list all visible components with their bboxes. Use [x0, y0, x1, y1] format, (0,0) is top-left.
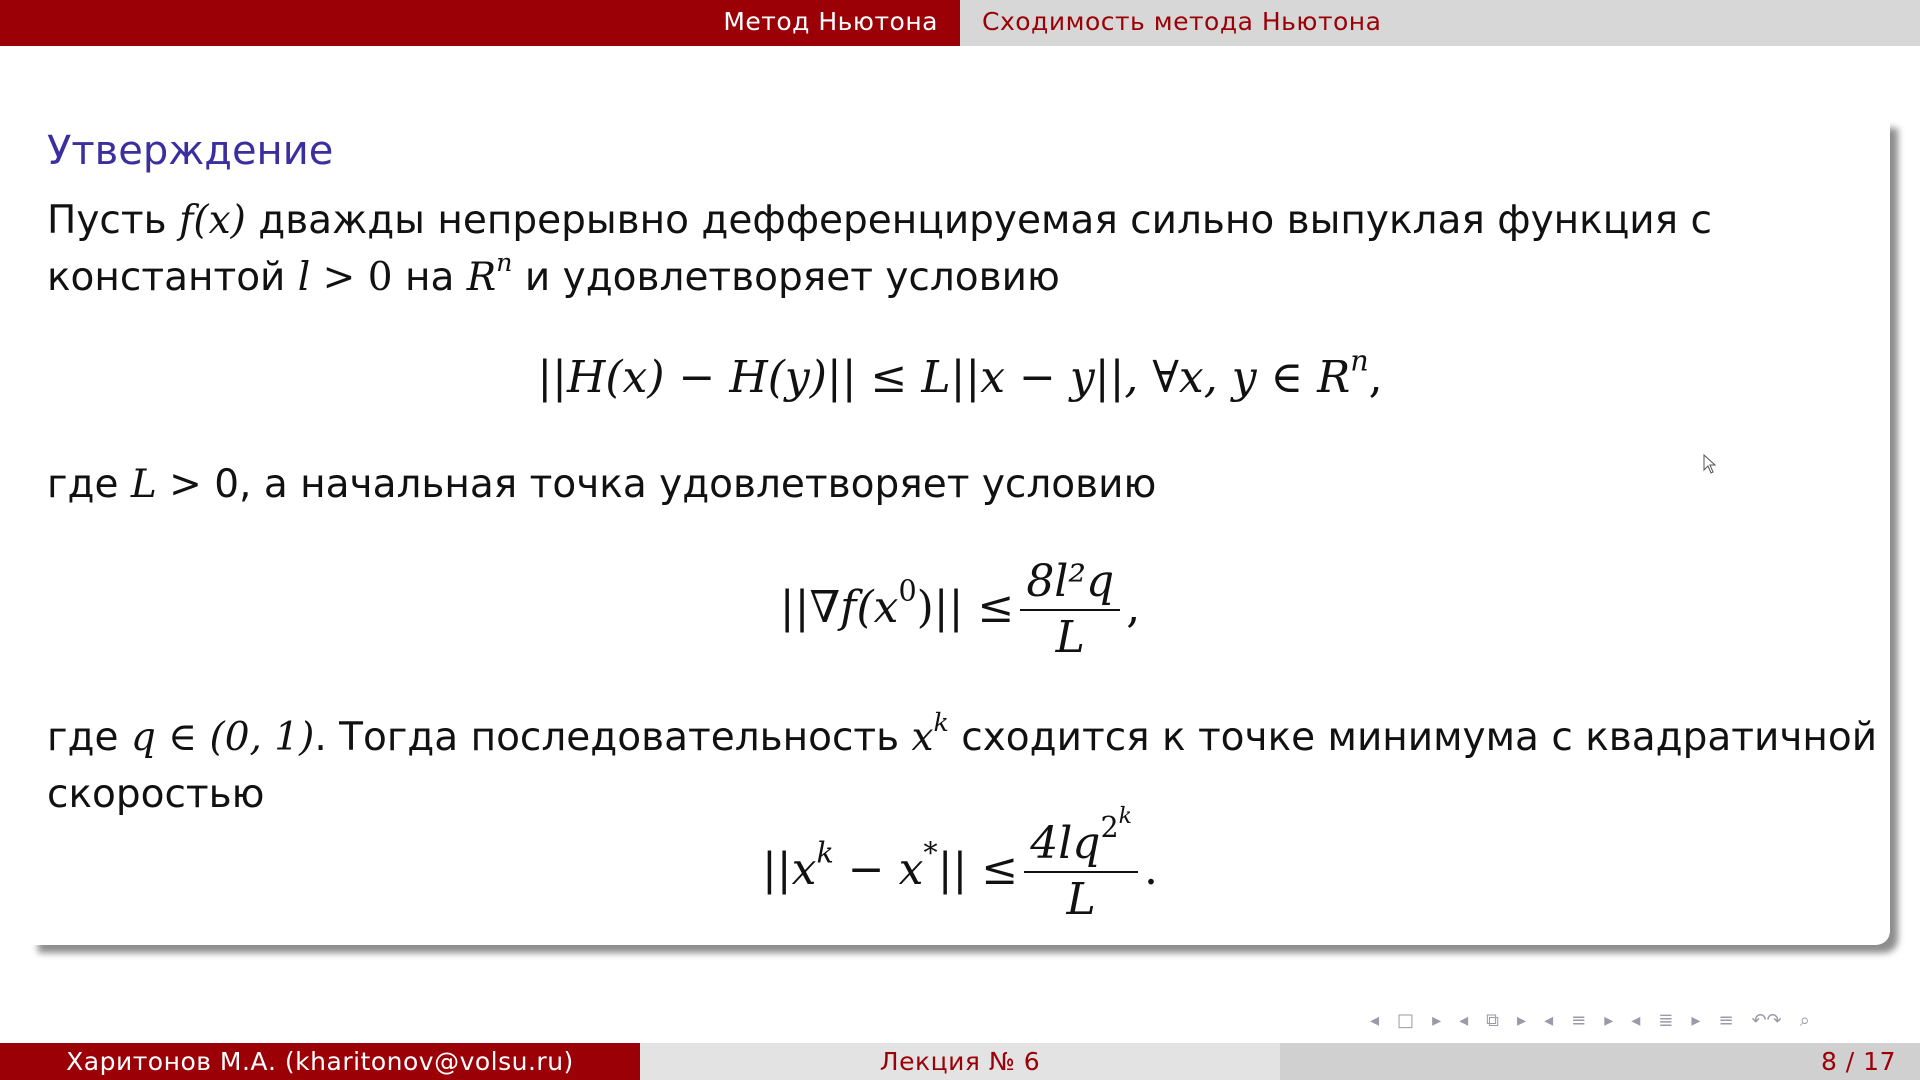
text: константой — [47, 255, 298, 300]
footer-page — [1280, 1043, 1920, 1080]
nav-prev-section-icon[interactable]: ◂ — [1631, 1009, 1641, 1031]
paragraph-2 — [47, 456, 1156, 513]
formula-gradient — [30, 555, 1890, 665]
math-R: R — [466, 255, 497, 300]
nav-subsection-icon[interactable]: ≡ — [1571, 1009, 1587, 1031]
formula-body: ||H(x) − H(y)|| ≤ L||x − y||, ∀x, y ∈ R — [537, 352, 1351, 403]
header-subsection-area — [960, 0, 1920, 46]
math-q: q ∈ (0, 1) — [130, 715, 315, 760]
text: . Тогда последовательность — [314, 715, 912, 760]
footer-bar — [0, 1043, 1920, 1080]
nav-frame-icon[interactable]: ⧉ — [1486, 1009, 1500, 1031]
subsection-title[interactable]: Сходимость метода Ньютона — [982, 7, 1382, 36]
formula-left-sup: 0 — [898, 573, 917, 608]
formula-left: ||∇f(x — [779, 582, 899, 633]
numerator-exp-exp: k — [1118, 804, 1133, 829]
numerator-exp: 2 — [1100, 809, 1119, 844]
math-k: k — [933, 707, 949, 737]
paragraph-3-line-2: скоростью — [47, 772, 265, 817]
paragraph-1-line-1 — [47, 192, 1712, 249]
formula-mid: − x — [833, 844, 924, 896]
text: и удовлетворяет условию — [512, 255, 1060, 300]
formula-left-end: )|| ≤ — [916, 582, 1015, 633]
math-gt0: > 0 — [310, 255, 393, 300]
nav-slide-icon[interactable]: □ — [1397, 1009, 1415, 1031]
fraction-denominator: L — [1066, 874, 1096, 926]
footer-lecture[interactable]: Лекция № 6 — [640, 1043, 1280, 1080]
paragraph-3-line-1 — [47, 709, 1877, 766]
nav-back-forward-icon[interactable]: ↶↷ — [1751, 1009, 1782, 1031]
nav-search-icon[interactable]: ⌕ — [1799, 1009, 1810, 1031]
text: Пусть — [47, 198, 179, 243]
formula-end: || ≤ — [937, 844, 1019, 896]
formula-rate — [30, 804, 1890, 927]
fraction-denominator: L — [1055, 612, 1085, 663]
mouse-cursor-icon — [1703, 454, 1719, 476]
formula-tail: , — [1368, 352, 1383, 403]
text: > 0, а начальная точка удовлетворяет условию — [156, 462, 1157, 507]
nav-prev-slide-icon[interactable]: ◂ — [1370, 1009, 1380, 1031]
nav-next-subsection-icon[interactable]: ▸ — [1604, 1009, 1614, 1031]
beamer-navigation — [1370, 1008, 1810, 1032]
fraction-numerator: 8l²q — [1020, 555, 1120, 611]
nav-prev-subsection-icon[interactable]: ◂ — [1544, 1009, 1554, 1031]
math-x: x — [911, 715, 934, 760]
fraction-numerator — [1024, 804, 1138, 873]
theorem-block — [30, 120, 1890, 945]
page-number: 8 / 17 — [1820, 1047, 1896, 1076]
formula-left: ||x — [761, 844, 817, 896]
header-section-area — [0, 0, 960, 46]
nav-next-section-icon[interactable]: ▸ — [1691, 1009, 1701, 1031]
fraction — [1024, 804, 1138, 927]
math-L: L — [130, 462, 157, 507]
footer-author[interactable]: Харитонов М.А. (kharitonov@volsu.ru) — [0, 1043, 640, 1080]
formula-k: k — [816, 835, 834, 870]
formula-star: * — [923, 835, 938, 870]
text: где — [47, 462, 131, 507]
text: дважды непрерывно дефференцируемая сильно выпуклая функция с — [245, 198, 1712, 243]
text: где — [47, 715, 131, 760]
fraction — [1020, 555, 1120, 665]
header-bar — [0, 0, 1920, 46]
math-fx: f(x) — [178, 198, 246, 243]
section-title[interactable]: Метод Ньютона — [723, 7, 938, 36]
nav-next-frame-icon[interactable]: ▸ — [1517, 1009, 1527, 1031]
math-n: n — [496, 247, 513, 277]
formula-sup: n — [1350, 343, 1369, 378]
nav-next-slide-icon[interactable]: ▸ — [1432, 1009, 1442, 1031]
nav-section-icon[interactable]: ≣ — [1658, 1009, 1674, 1031]
formula-tail: . — [1144, 844, 1159, 896]
nav-document-icon[interactable]: ≡ — [1718, 1009, 1734, 1031]
math-l: l — [297, 255, 311, 300]
formula-lipschitz — [30, 343, 1890, 403]
nav-prev-frame-icon[interactable]: ◂ — [1459, 1009, 1469, 1031]
numerator-base: 4lq — [1030, 818, 1101, 870]
paragraph-1-line-2 — [47, 249, 1060, 306]
formula-tail: , — [1126, 582, 1141, 633]
text: сходится к точке минимума с квадратичной — [948, 715, 1878, 760]
text: на — [392, 255, 467, 300]
block-title: Утверждение — [47, 128, 334, 174]
